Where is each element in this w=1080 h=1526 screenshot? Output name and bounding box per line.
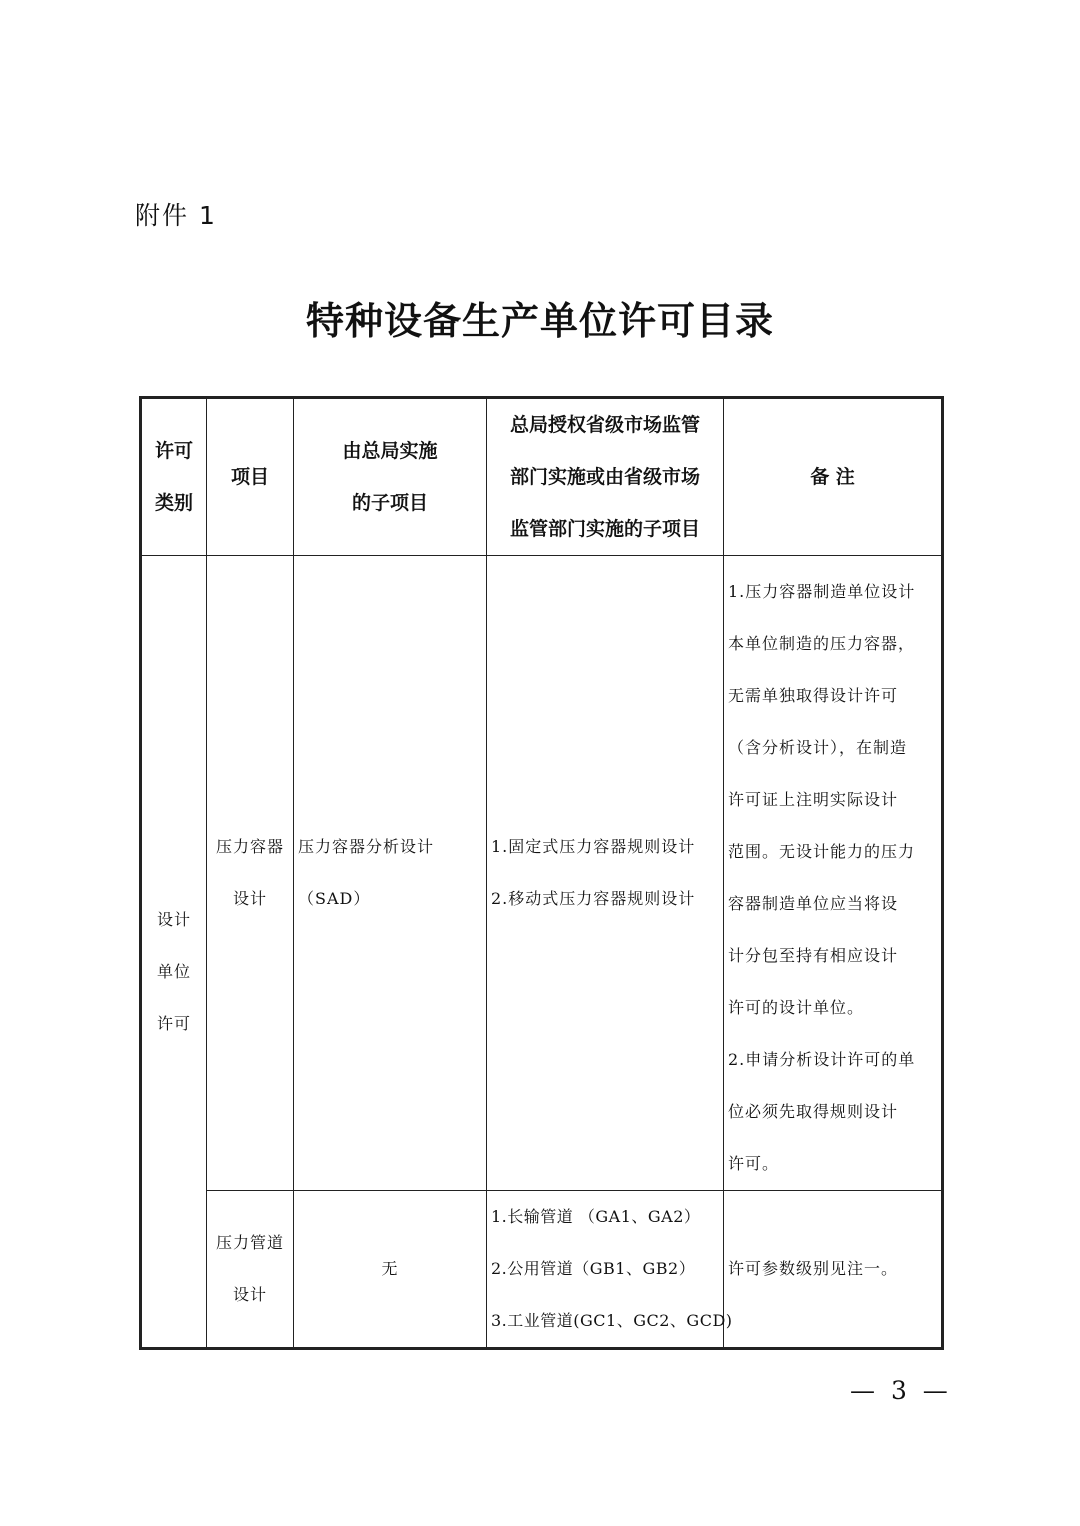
header-central-subitems: 由总局实施 的子项目	[294, 398, 487, 556]
item-cell: 压力管道 设计	[207, 1191, 294, 1349]
notes-cell: 许可参数级别见注一。	[724, 1191, 943, 1349]
header-item: 项目	[207, 398, 294, 556]
header-provincial-subitems: 总局授权省级市场监管 部门实施或由省级市场 监管部门实施的子项目	[487, 398, 724, 556]
provincial-subitem-cell: 1.长输管道 （GA1、GA2） 2.公用管道（GB1、GB2） 3.工业管道(GC1、GC2、GCD)	[487, 1191, 724, 1349]
table-header-row	[141, 398, 943, 556]
attachment-label: 附件 1	[135, 201, 217, 230]
table-row	[141, 1191, 943, 1349]
notes-cell: 1.压力容器制造单位设计 本单位制造的压力容器， 无需单独取得设计许可 （含分析设计），在制造 许可证上注明实际设计 范围。无设计能力的压力 容器制造单位应当将设 计分包至持有相应设计 许可的设计单位。 2.申请分析设计许可的单 位必须先取得规则设计 许可。	[724, 556, 943, 1191]
page-number: — 3 —	[850, 1376, 952, 1405]
provincial-subitem-cell: 1.固定式压力容器规则设计 2.移动式压力容器规则设计	[487, 556, 724, 1191]
header-notes: 备 注	[724, 398, 943, 556]
license-catalog-table	[139, 396, 944, 1350]
item-cell: 压力容器 设计	[207, 556, 294, 1191]
table-row	[141, 556, 943, 1191]
header-license-category: 许可 类别	[141, 398, 207, 556]
central-subitem-cell: 无	[294, 1191, 487, 1349]
document-title: 特种设备生产单位许可目录	[305, 299, 774, 343]
central-subitem-cell: 压力容器分析设计 （SAD）	[294, 556, 487, 1191]
license-category-cell: 设计 单位 许可	[141, 556, 207, 1349]
